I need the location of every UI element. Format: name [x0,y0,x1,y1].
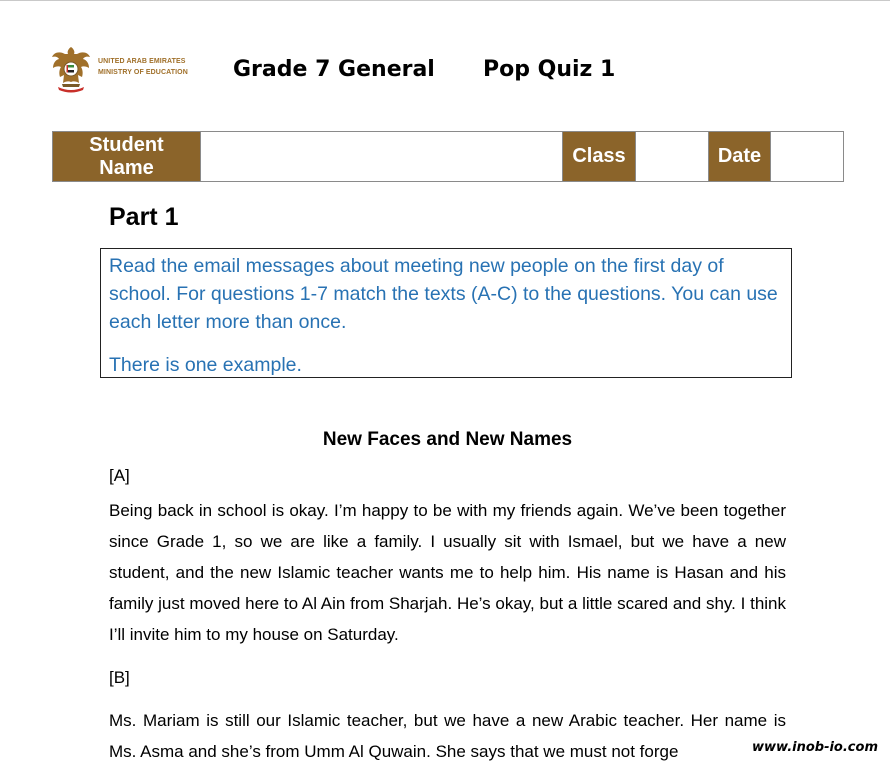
part-title: Part 1 [109,203,179,231]
article-title: New Faces and New Names [322,429,573,450]
student-info-table [52,131,844,182]
quiz-title: Pop Quiz 1 [483,57,616,82]
text-a-paragraph: Being back in school is okay. I’m happy to be with my friends again. We’ve been together since Grade 1, so we are like a family. I usually sit with Ismael, but we have a new student, and the new Islamic teacher wants me to help him. His name is Hasan and his family just moved here to Al Ain from Sharjah. He’s okay, but a little scared and shy. I think I’ll invite him to my house on Saturday. [109,501,786,644]
student-name-field[interactable] [201,132,563,182]
student-label-line-1: Student [89,133,164,156]
text-b-label: [B] [109,668,130,687]
uae-emblem-falcon-icon [50,45,92,95]
top-border-line [0,0,890,1]
student-label-line-2: Name [99,156,154,179]
instructions-box [100,248,792,378]
class-label: Class [563,132,636,182]
ministry-line-1: UNITED ARAB EMIRATES [98,58,186,65]
text-b-paragraph: Ms. Mariam is still our Islamic teacher, but we have a new Arabic teacher. Her name is Ms. Asma and she’s from Umm Al Quwain. She says that we must not forge [109,711,786,761]
class-field[interactable] [636,132,709,182]
date-field[interactable] [771,132,844,182]
text-a-label: [A] [109,466,130,485]
ministry-name [98,56,188,78]
student-name-label [53,132,201,182]
ministry-line-2: MINISTRY OF EDUCATION [98,69,188,76]
date-label: Date [709,132,771,182]
instructions-text: Read the email messages about meeting new people on the first day of school. For questions 1-7 match the texts (A-C) to the questions. You can use each letter more than once. [109,255,778,333]
grade-title: Grade 7 General [233,57,435,82]
instructions-example: There is one example. [109,354,302,376]
watermark: www.inob-io.com [752,740,878,755]
